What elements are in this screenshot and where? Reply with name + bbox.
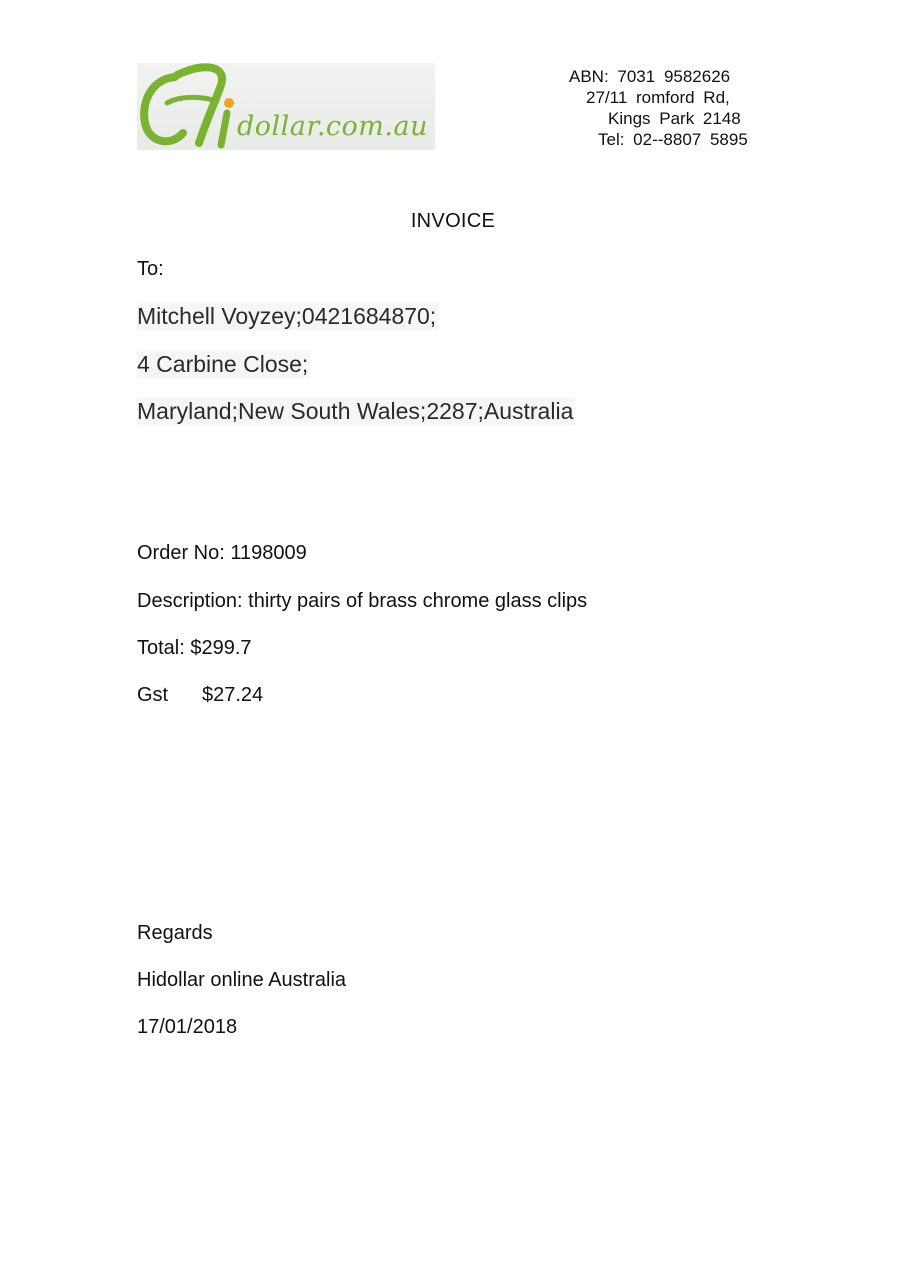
order-description: Description: thirty pairs of brass chrome glass clips [137,590,588,612]
company-abn: ABN: 7031 9582626 [569,67,731,86]
recipient-locality: Maryland;New South Wales;2287;Australia [137,398,574,424]
recipient-street: 4 Carbine Close; [137,351,309,377]
closing-company: Hidollar online Australia [137,969,347,991]
invoice-title: INVOICE [410,210,496,232]
gst-value: $27.24 [202,684,264,706]
to-label: To: [137,258,164,280]
invoice-date: 17/01/2018 [137,1016,238,1038]
company-street: 27/11 romford Rd, [586,88,730,107]
recipient-name-phone: Mitchell Voyzey;0421684870; [137,303,437,329]
order-gst [137,684,264,707]
order-total: Total: $299.7 [137,637,252,659]
company-phone: Tel: 02--8807 5895 [598,130,748,149]
company-logo [137,63,435,150]
order-number: Order No: 1198009 [137,542,307,564]
gst-label: Gst [137,684,169,706]
logo-text: dollar.com.au [237,111,428,142]
company-suburb: Kings Park 2148 [608,109,741,128]
closing-regards: Regards [137,922,213,944]
